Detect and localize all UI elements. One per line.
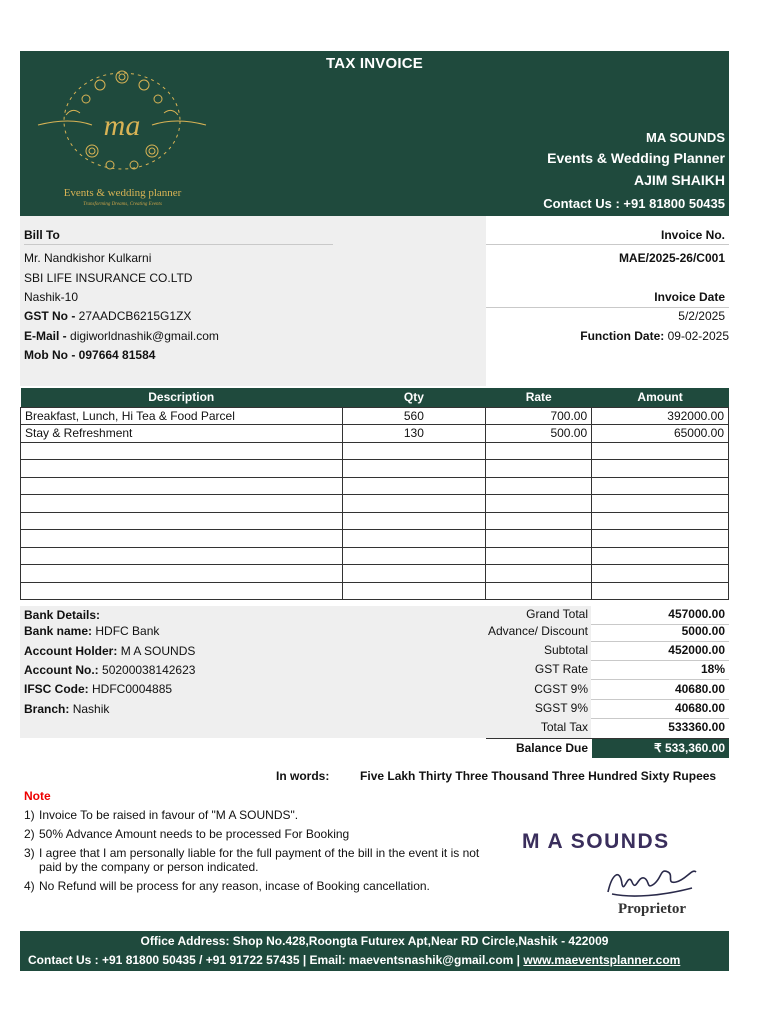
items-header-row <box>21 388 729 407</box>
invoice-date-label: Invoice Date <box>654 290 725 304</box>
divider <box>24 244 333 245</box>
total-value: 533360.00 <box>668 720 725 734</box>
company-logo <box>30 63 215 208</box>
bill-to-label: Bill To <box>24 228 60 242</box>
note-item: 1) Invoice To be raised in favour of "M A SOUNDS". <box>24 808 299 822</box>
signature-icon <box>602 854 702 904</box>
account-number <box>24 663 195 677</box>
footer-address: Office Address: Shop No.428,Roongta Futurex Apt,Near RD Circle,Nashik - 422009 <box>20 931 729 950</box>
account-label: Account No.: <box>24 663 99 677</box>
logo-tagline: Events & wedding planner <box>63 187 182 199</box>
function-date <box>580 329 729 343</box>
branch-label: Branch: <box>24 702 70 716</box>
balance-due <box>486 738 729 757</box>
floral-wreath-icon <box>30 63 215 193</box>
client-name: Mr. Nandkishor Kulkarni <box>24 251 152 265</box>
bank-name <box>24 624 159 638</box>
mobile-label: Mob No - <box>24 348 76 362</box>
total-label: Total Tax <box>540 720 588 734</box>
empty-row <box>21 547 729 565</box>
total-row <box>486 700 729 719</box>
branch-value: Nashik <box>72 702 110 716</box>
email-value: digiworldnashik@gmail.com <box>70 329 219 343</box>
company-details <box>543 129 725 215</box>
invoice-title: TAX INVOICE <box>326 55 423 72</box>
item-amount: 65000.00 <box>592 425 729 443</box>
note-text: No Refund will be process for any reason, incase of Booking cancellation. <box>39 879 430 893</box>
empty-row <box>21 512 729 530</box>
divider <box>486 307 729 308</box>
footer-contact-text: Contact Us : +91 81800 50435 / +91 91722 57435 | Email: maeventsnashik@gmail.com | <box>28 953 521 967</box>
ifsc-code <box>24 682 172 696</box>
total-value: 18% <box>700 662 725 676</box>
item-rate: 700.00 <box>486 407 592 425</box>
note-item: 4) No Refund will be process for any reason, incase of Booking cancellation. <box>24 879 430 893</box>
total-value: 5000.00 <box>681 624 725 638</box>
col-qty: Qty <box>342 388 486 407</box>
ifsc-value: HDFC0004885 <box>92 682 173 696</box>
mobile-value: 097664 81584 <box>78 348 156 362</box>
total-value: 40680.00 <box>674 682 725 696</box>
holder-label: Account Holder: <box>24 644 118 658</box>
bill-to-section <box>20 216 486 386</box>
empty-row <box>21 442 729 460</box>
empty-row <box>21 582 729 600</box>
note-title: Note <box>24 789 51 803</box>
bank-title: Bank Details: <box>24 608 101 622</box>
total-label: Grand Total <box>526 607 588 621</box>
item-description: Stay & Refreshment <box>21 425 343 443</box>
table-row <box>21 425 729 443</box>
total-value: 457000.00 <box>668 607 725 621</box>
total-row <box>486 661 729 680</box>
note-text: 50% Advance Amount needs to be processed For Booking <box>39 827 350 841</box>
footer-website-link[interactable]: www.maeventsplanner.com <box>523 953 681 967</box>
logo-monogram: ma <box>103 109 141 142</box>
invoice-meta <box>486 216 729 386</box>
item-amount: 392000.00 <box>592 407 729 425</box>
gst-label: GST No - <box>24 309 76 323</box>
empty-row <box>21 460 729 478</box>
total-value: 452000.00 <box>668 643 725 657</box>
account-holder <box>24 644 195 658</box>
table-row <box>21 407 729 425</box>
stamp-brand: M A SOUNDS <box>522 830 670 853</box>
invoice-header <box>20 51 729 216</box>
owner-name: AJIM SHAIKH <box>633 172 725 188</box>
client-mobile <box>24 348 155 362</box>
total-value: 40680.00 <box>674 701 725 715</box>
bank-name-label: Bank name: <box>24 624 93 638</box>
item-qty: 560 <box>342 407 486 425</box>
client-gst <box>24 309 191 323</box>
total-label: CGST 9% <box>534 682 588 696</box>
total-row <box>486 681 729 700</box>
col-amount: Amount <box>592 388 729 407</box>
balance-label: Balance Due <box>515 741 588 755</box>
items-table <box>20 388 729 600</box>
total-row <box>486 642 729 661</box>
words-label: In words: <box>276 769 330 783</box>
empty-row <box>21 495 729 513</box>
total-row <box>486 623 729 642</box>
col-description: Description <box>21 388 343 407</box>
invoice-no-value: MAE/2025-26/C001 <box>618 251 725 265</box>
invoice-no-label: Invoice No. <box>660 228 725 242</box>
invoice-date-value: 5/2/2025 <box>678 309 725 323</box>
empty-row <box>21 565 729 583</box>
footer-contact <box>20 950 729 971</box>
note-text: I agree that I am personally liable for the full payment of the bill in the event it is not paid by the company or person indicated. <box>39 846 480 874</box>
divider <box>486 244 729 245</box>
header-contact: Contact Us : +91 81800 50435 <box>543 196 725 211</box>
col-rate: Rate <box>486 388 592 407</box>
email-label: E-Mail - <box>24 329 67 343</box>
client-email <box>24 329 219 343</box>
total-label: SGST 9% <box>534 701 588 715</box>
note-item: 3) I agree that I am personally liable for the full payment of the bill in the event it is not paid by the company or person indicated. <box>24 846 494 874</box>
note-text: Invoice To be raised in favour of "M A SOUNDS". <box>39 808 299 822</box>
item-qty: 130 <box>342 425 486 443</box>
empty-row <box>21 477 729 495</box>
company-name: MA SOUNDS <box>646 130 725 145</box>
item-description: Breakfast, Lunch, Hi Tea & Food Parcel <box>21 407 343 425</box>
total-label: GST Rate <box>534 662 588 676</box>
bank-name-value: HDFC Bank <box>95 624 160 638</box>
empty-row <box>21 530 729 548</box>
words-value: Five Lakh Thirty Three Thousand Three Hundred Sixty Rupees <box>360 769 717 783</box>
function-date-label: Function Date: <box>580 329 665 343</box>
branch <box>24 702 109 716</box>
gst-value: 27AADCB6215G1ZX <box>78 309 192 323</box>
logo-subtagline: Transforming Dreams, Creating Events <box>83 202 162 207</box>
balance-value: ₹ 533,360.00 <box>592 739 729 758</box>
note-item: 2) 50% Advance Amount needs to be processed For Booking <box>24 827 350 841</box>
items-body <box>21 407 729 600</box>
holder-value: M A SOUNDS <box>120 644 196 658</box>
total-label: Subtotal <box>543 643 588 657</box>
total-row <box>486 719 729 738</box>
amount-in-words <box>276 769 716 783</box>
company-desc: Events & Wedding Planner <box>547 150 725 166</box>
total-label: Advance/ Discount <box>487 624 588 638</box>
ifsc-label: IFSC Code: <box>24 682 89 696</box>
item-rate: 500.00 <box>486 425 592 443</box>
client-company: SBI LIFE INSURANCE CO.LTD <box>24 271 193 285</box>
client-city: Nashik-10 <box>24 290 79 304</box>
notes-section <box>24 789 494 898</box>
function-date-value: 09-02-2025 <box>667 329 729 343</box>
stamp-role: Proprietor <box>618 901 687 917</box>
signature-stamp <box>522 826 712 922</box>
account-value: 50200038142623 <box>102 663 196 677</box>
